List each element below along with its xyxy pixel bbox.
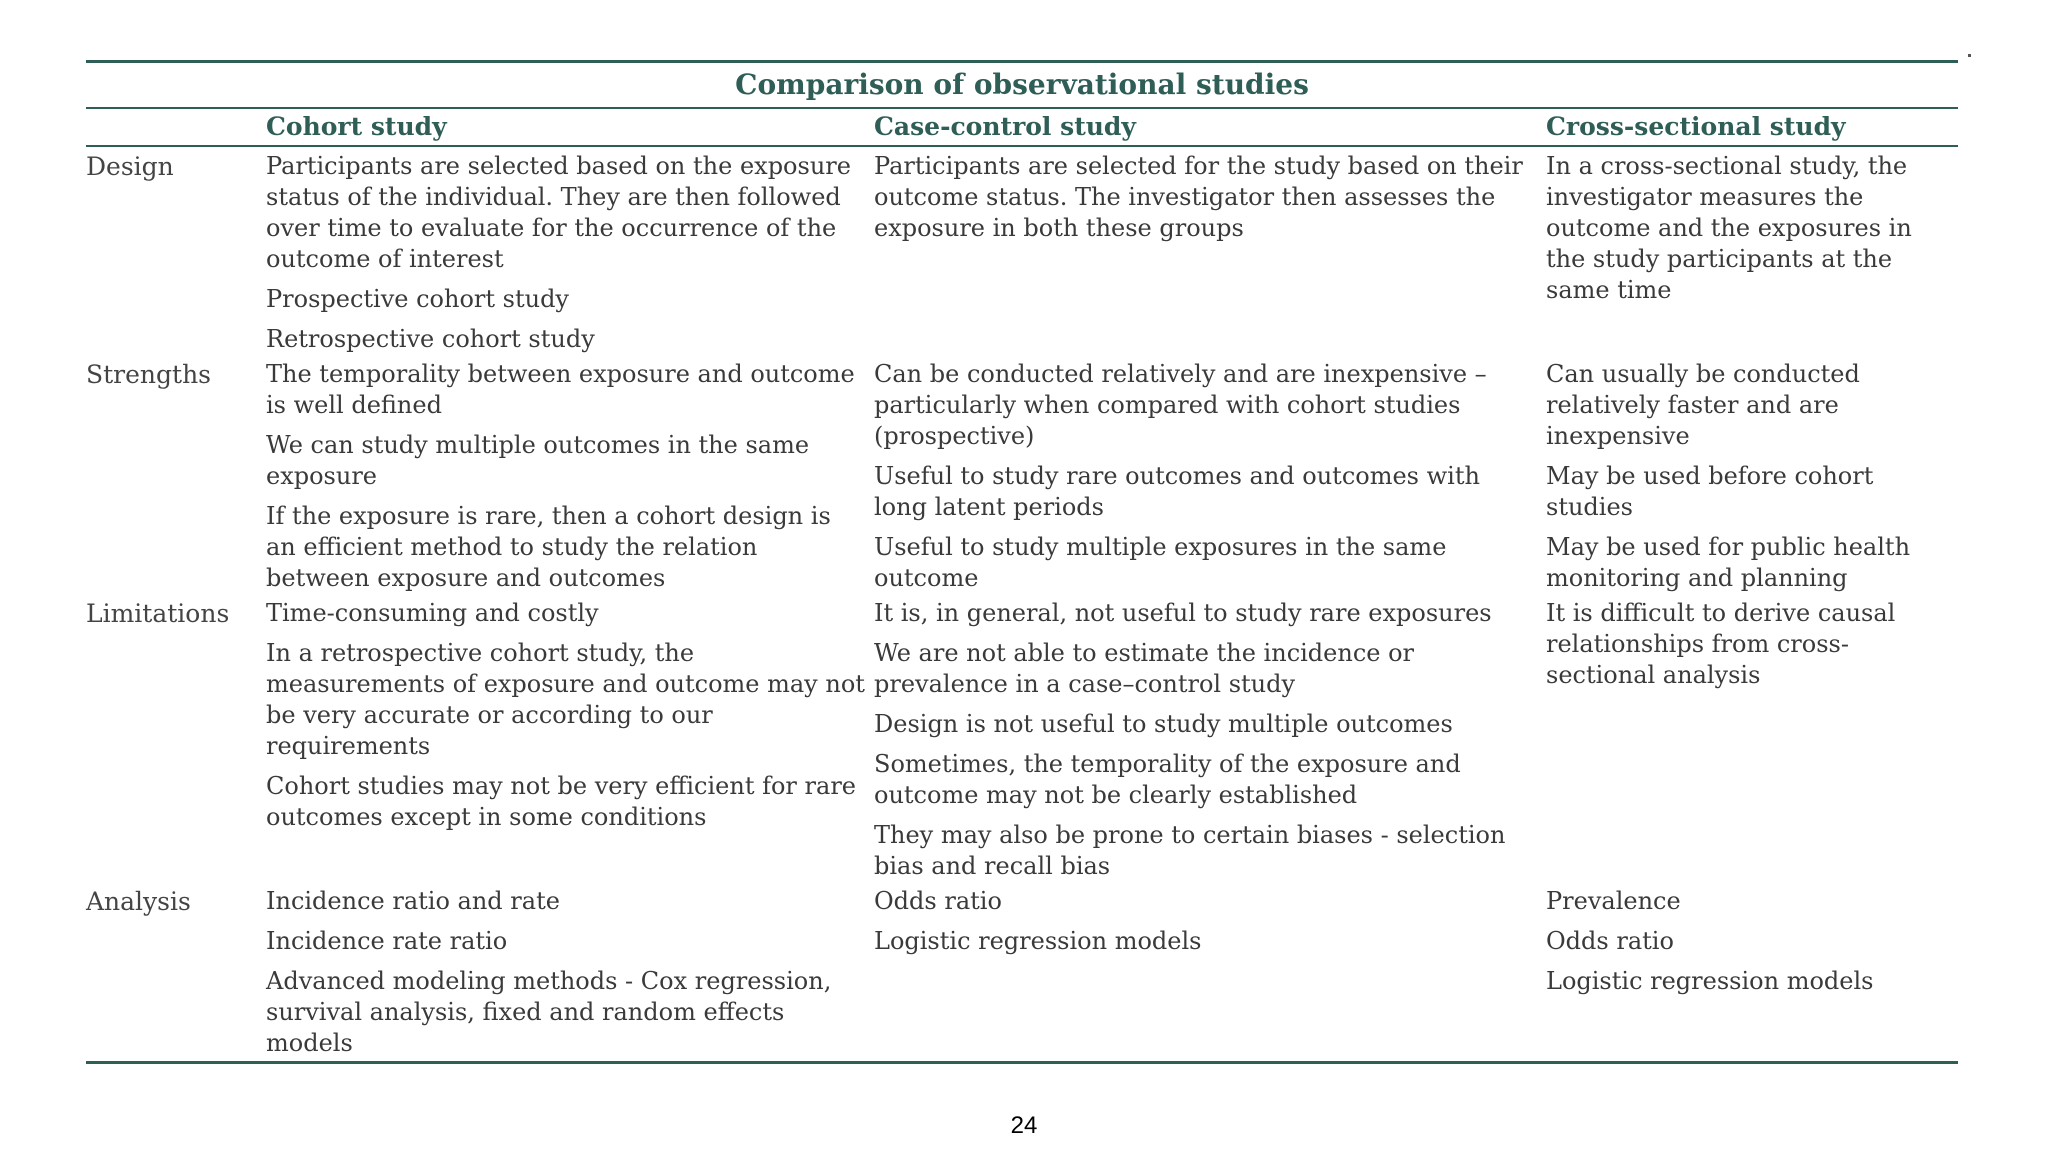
strengths-case-control-cell	[874, 359, 1546, 594]
comparison-table	[86, 60, 1958, 1064]
table-bottom-rule	[86, 1061, 1958, 1064]
header-cohort: Cohort study	[266, 112, 447, 141]
analysis-cross-sectional-text-2: Odds ratio	[1546, 927, 1674, 955]
analysis-cross-sectional-cell	[1546, 886, 1958, 1059]
design-cross-sectional-text-1: In a cross-sectional study, the investigator measures the outcome and the exposures in the study participants at the same time	[1546, 152, 1912, 304]
strengths-cohort-cell	[266, 359, 874, 594]
strengths-cohort-text-1: The temporality between exposure and outcome is well defined	[266, 360, 855, 419]
row-label-strengths: Strengths	[86, 360, 211, 389]
analysis-case-control-text-1: Odds ratio	[874, 887, 1002, 915]
limitations-case-control-cell	[874, 598, 1546, 882]
limitations-case-control-text-2: We are not able to estimate the incidence or prevalence in a case–control study	[874, 639, 1415, 698]
analysis-case-control-cell	[874, 886, 1546, 1059]
corner-dot	[1968, 54, 1971, 57]
table-row-analysis	[86, 882, 1958, 1059]
strengths-case-control-text-1: Can be conducted relatively and are inexpensive – particularly when compared with cohort studies (prospective)	[874, 360, 1487, 450]
analysis-cohort-text-3: Advanced modeling methods - Cox regression, survival analysis, fixed and random effects models	[266, 967, 832, 1057]
analysis-cross-sectional-text-1: Prevalence	[1546, 887, 1681, 915]
limitations-cohort-text-3: Cohort studies may not be very efficient for rare outcomes except in some conditions	[266, 772, 856, 831]
analysis-cohort-text-2: Incidence rate ratio	[266, 927, 508, 955]
strengths-cross-sectional-text-1: Can usually be conducted relatively faster and are inexpensive	[1546, 360, 1860, 450]
strengths-case-control-text-2: Useful to study rare outcomes and outcomes with long latent periods	[874, 462, 1480, 521]
limitations-cohort-text-2: In a retrospective cohort study, the measurements of exposure and outcome may not be very accurate or according to our requirements	[266, 639, 865, 760]
table-caption: Comparison of observational studies	[86, 63, 1958, 109]
table-row-limitations	[86, 594, 1958, 882]
limitations-cross-sectional-cell	[1546, 598, 1958, 882]
header-cross-sectional: Cross-sectional study	[1546, 112, 1846, 141]
design-case-control-cell	[874, 151, 1546, 355]
strengths-cross-sectional-text-3: May be used for public health monitoring and planning	[1546, 533, 1911, 592]
limitations-cohort-text-1: Time-consuming and costly	[266, 599, 599, 627]
design-cross-sectional-cell	[1546, 151, 1958, 355]
strengths-cohort-text-2: We can study multiple outcomes in the same exposure	[266, 431, 810, 490]
row-label-limitations: Limitations	[86, 599, 230, 628]
strengths-cross-sectional-cell	[1546, 359, 1958, 594]
row-label-design: Design	[86, 152, 174, 181]
design-cohort-text-3: Retrospective cohort study	[266, 325, 595, 353]
table-header-row	[86, 109, 1958, 147]
design-cohort-cell	[266, 151, 874, 355]
strengths-cross-sectional-text-2: May be used before cohort studies	[1546, 462, 1874, 521]
limitations-case-control-text-5: They may also be prone to certain biases - selection bias and recall bias	[874, 821, 1506, 880]
limitations-case-control-text-1: It is, in general, not useful to study rare exposures	[874, 599, 1492, 627]
limitations-case-control-text-3: Design is not useful to study multiple outcomes	[874, 710, 1453, 738]
analysis-cross-sectional-text-3: Logistic regression models	[1546, 967, 1874, 995]
limitations-cross-sectional-text-1: It is difficult to derive causal relationships from cross-sectional analysis	[1546, 599, 1896, 689]
strengths-cohort-text-3: If the exposure is rare, then a cohort design is an efficient method to study the relation between exposure and outcomes	[266, 502, 831, 592]
table-row-design	[86, 147, 1958, 355]
limitations-case-control-text-4: Sometimes, the temporality of the exposure and outcome may not be clearly established	[874, 750, 1461, 809]
design-cohort-text-2: Prospective cohort study	[266, 285, 569, 313]
analysis-cohort-cell	[266, 886, 874, 1059]
limitations-cohort-cell	[266, 598, 874, 882]
header-case-control: Case-control study	[874, 112, 1136, 141]
design-cohort-text-1: Participants are selected based on the exposure status of the individual. They are then followed over time to evaluate for the occurrence of the outcome of interest	[266, 152, 851, 273]
page-number: 24	[1010, 1112, 1038, 1139]
analysis-cohort-text-1: Incidence ratio and rate	[266, 887, 560, 915]
table-row-strengths	[86, 355, 1958, 594]
design-case-control-text-1: Participants are selected for the study based on their outcome status. The investigator then assesses the exposure in both these groups	[874, 152, 1523, 242]
analysis-case-control-text-2: Logistic regression models	[874, 927, 1202, 955]
strengths-case-control-text-3: Useful to study multiple exposures in the same outcome	[874, 533, 1447, 592]
row-label-analysis: Analysis	[86, 887, 191, 916]
